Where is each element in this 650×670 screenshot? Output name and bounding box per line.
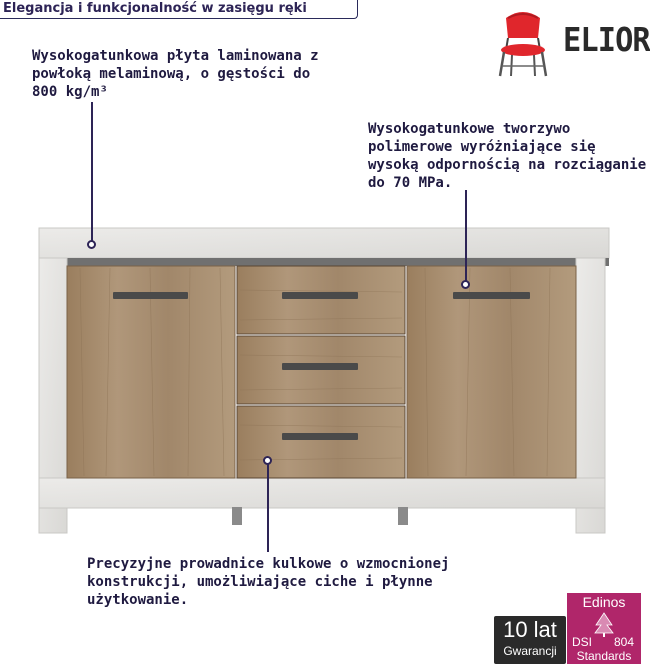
edinos-dsi: DSI [572,635,593,649]
callout-dot-1 [87,240,96,249]
tree-icon [593,611,615,637]
page-title: Elegancja i funkcjonalność w zasięgu ręki [3,1,307,16]
edinos-name: Edinos [582,594,626,610]
edinos-badge [567,593,641,664]
brand-logo-text: ELIOR [563,20,650,59]
callout-line-2 [465,190,467,282]
callout-line-1 [91,102,93,242]
callout-line-3 [267,462,269,552]
edinos-number: 804 [614,635,635,649]
feature-note-laminate: Wysokogatunkowa płyta laminowana z powłoką melaminową, o gęstości do 800 kg/m³ [32,48,319,100]
feature-note-runners: Precyzyjne prowadnice kulkowe o wzmocnionej konstrukcji, umożliwiające ciche i płynne użytkowanie. [87,556,450,608]
warranty-badge [494,616,566,664]
edinos-standards: Standards [576,649,632,663]
warranty-label: Gwarancji [503,644,557,658]
callout-dot-3 [263,456,272,465]
warranty-years: 10 lat [503,617,557,642]
callout-dot-2 [461,280,470,289]
feature-note-polymer: Wysokogatunkowe tworzywo polimerowe wyróżniające się wysoką odpornością na rozciąganie do 70 MPa. [368,121,647,191]
